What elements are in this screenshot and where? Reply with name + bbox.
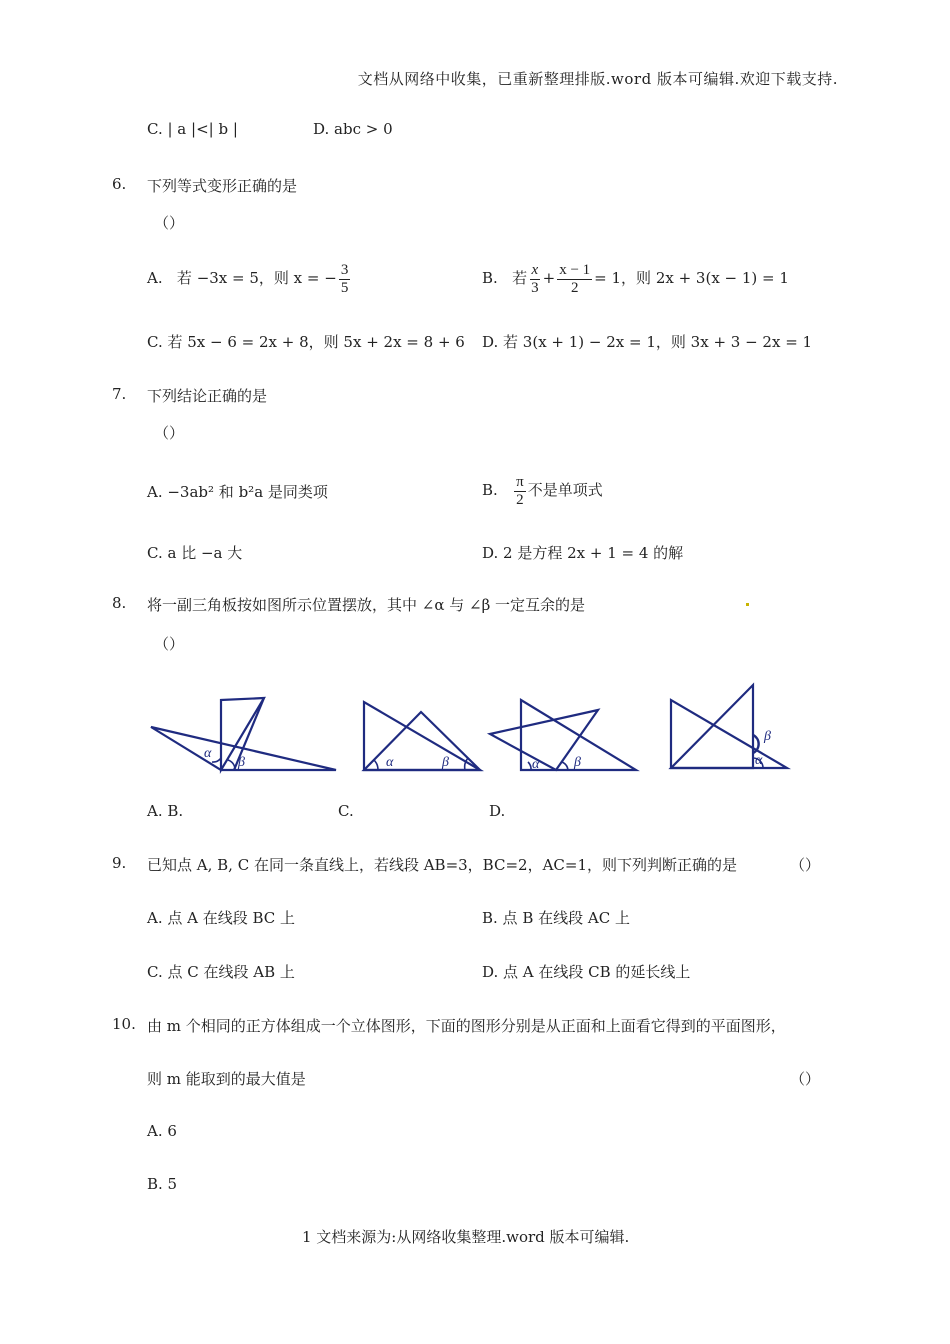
fig-b-triangle-2 (364, 712, 480, 770)
q7-option-b (482, 474, 603, 508)
q6-answer-paren: （） (154, 214, 185, 232)
q8-figure-a (146, 680, 346, 780)
stray-mark (746, 603, 749, 606)
q7-option-c: C. a 比 −a 大 (147, 544, 243, 562)
q6-number: 6. (112, 175, 127, 193)
q8-figure-b (358, 680, 488, 780)
fig-c-alpha-arc (528, 762, 531, 770)
q10-option-b: B. 5 (147, 1175, 178, 1193)
q9-option-c: C. 点 C 在线段 AB 上 (147, 963, 295, 981)
q6-b-f1-numerator: x (531, 262, 539, 278)
q8-option-a-b: A. B. (147, 802, 184, 820)
q8-answer-paren: （） (154, 635, 185, 653)
q9-number: 9. (112, 854, 127, 872)
q9-answer-paren: （） (790, 856, 821, 874)
q6-b-f2-numerator: x − 1 (559, 262, 591, 278)
q6-option-a-fraction (339, 262, 351, 296)
q7-b-denominator: 2 (516, 491, 524, 508)
q8-figure-c (486, 680, 646, 780)
q7-answer-paren: （） (154, 424, 185, 442)
q8-text: 将一副三角板按如图所示位置摆放，其中 ∠α 与 ∠β 一定互余的是 (147, 596, 586, 614)
q6-option-b-post: = 1，则 2x + 3(x − 1) = 1 (594, 269, 789, 287)
fig-b-alpha-label: α (386, 755, 394, 770)
q7-option-d: D. 2 是方程 2x + 1 = 4 的解 (482, 544, 684, 562)
fig-c-beta-arc (562, 762, 568, 770)
fig-c-alpha-label: α (532, 757, 540, 772)
fig-c-beta-label: β (574, 755, 581, 770)
q6-option-a-label: A. (147, 269, 163, 287)
q10-number: 10. (112, 1015, 136, 1033)
q6-option-a (147, 262, 352, 296)
q6-option-c: C. 若 5x − 6 = 2x + 8，则 5x + 2x = 8 + 6 (147, 333, 465, 351)
q8-option-c: C. (338, 802, 354, 820)
q8-option-d: D. (489, 802, 506, 820)
q7-number: 7. (112, 385, 127, 403)
q9-text: 已知点 A, B, C 在同一条直线上，若线段 AB=3，BC=2，AC=1，则下列判断正确的是 (147, 856, 737, 874)
q7-option-a: A. −3ab² 和 b²a 是同类项 (147, 483, 328, 501)
q6-b-fraction-2 (557, 262, 592, 296)
q9-option-a: A. 点 A 在线段 BC 上 (147, 909, 296, 927)
q8-number: 8. (112, 594, 127, 612)
fig-b-beta-label: β (442, 755, 449, 770)
q10-text-line-2: 则 m 能取到的最大值是 (147, 1070, 306, 1088)
q6-b-f2-denominator: 2 (570, 279, 579, 296)
q6-option-b-label: B. (482, 269, 498, 287)
fig-a-beta-label: β (238, 755, 245, 770)
q6-b-plus: + (542, 269, 556, 287)
q6-option-b-pre: 若 (512, 269, 528, 287)
q6-text: 下列等式变形正确的是 (147, 177, 298, 195)
q7-b-fraction (514, 474, 526, 508)
q6-a-numerator: 3 (340, 262, 349, 278)
q7-b-numerator: π (516, 474, 524, 490)
page-footer: 1 文档来源为:从网络收集整理.word 版本可编辑. (302, 1228, 630, 1246)
q6-option-b (482, 262, 789, 296)
q5-option-c: C. | a |<| b | (147, 120, 238, 138)
q7-text: 下列结论正确的是 (147, 387, 268, 405)
q5-option-d: D. abc > 0 (313, 120, 393, 138)
q6-a-denominator: 5 (340, 279, 349, 296)
q7-option-b-post: 不是单项式 (527, 481, 603, 499)
fig-d-alpha-label: α (755, 753, 763, 768)
q6-b-f1-denominator: 3 (531, 279, 539, 296)
q10-text-line-1: 由 m 个相同的正方体组成一个立体图形，下面的图形分别是从正面和上面看它得到的平面图形， (147, 1017, 786, 1035)
q9-option-b: B. 点 B 在线段 AC 上 (482, 909, 630, 927)
fig-d-triangle-2 (671, 685, 753, 768)
q8-figure-d (665, 680, 800, 780)
q6-b-fraction-1 (529, 262, 541, 296)
fig-c-triangle-1 (490, 710, 598, 770)
page-header-note: 文档从网络中收集，已重新整理排版.word 版本可编辑.欢迎下载支持. (357, 70, 838, 88)
q10-option-a: A. 6 (147, 1122, 177, 1140)
q6-option-a-text: 若 −3x = 5，则 x = − (176, 269, 337, 287)
fig-b-beta-arc (465, 758, 468, 770)
q10-answer-paren: （） (790, 1070, 821, 1088)
fig-b-alpha-arc (374, 760, 378, 770)
q9-option-d: D. 点 A 在线段 CB 的延长线上 (482, 963, 691, 981)
fig-d-beta-label: β (764, 729, 771, 744)
fig-a-alpha-arc (212, 758, 221, 762)
q7-option-b-label: B. (482, 481, 498, 499)
fig-a-alpha-label: α (204, 746, 212, 761)
q6-option-d: D. 若 3(x + 1) − 2x = 1，则 3x + 3 − 2x = 1 (482, 333, 813, 351)
